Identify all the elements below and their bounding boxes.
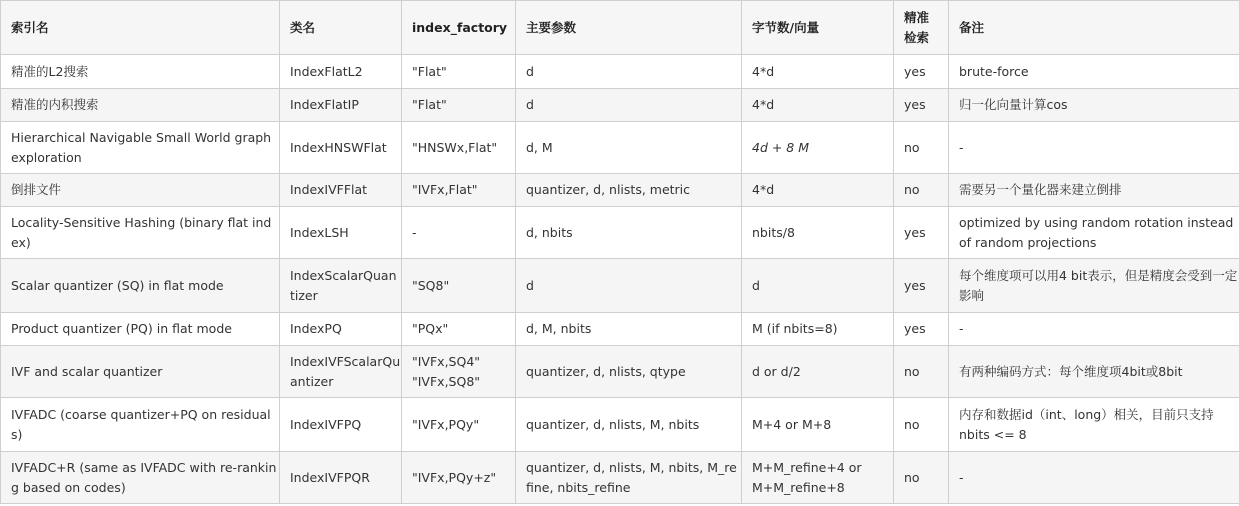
cell-index-name: IVFADC+R (same as IVFADC with re-ranking based on codes)	[1, 452, 280, 504]
cell-class-name: IndexIVFPQ	[280, 398, 402, 452]
header-notes: 备注	[949, 1, 1239, 55]
cell-bytes-per-vector: 4d + 8 M	[742, 122, 894, 174]
cell-notes: -	[949, 452, 1239, 504]
cell-exact-search: yes	[894, 313, 949, 346]
cell-exact-search: no	[894, 398, 949, 452]
cell-class-name: IndexFlatL2	[280, 55, 402, 89]
cell-class-name: IndexLSH	[280, 207, 402, 259]
cell-bytes-per-vector: 4*d	[742, 55, 894, 89]
cell-bytes-per-vector: 4*d	[742, 89, 894, 122]
table-row	[1, 398, 1239, 452]
cell-class-name: IndexIVFFlat	[280, 174, 402, 207]
cell-index-factory: "IVFx,Flat"	[402, 174, 516, 207]
cell-class-name: IndexFlatIP	[280, 89, 402, 122]
cell-index-factory: "SQ8"	[402, 259, 516, 313]
cell-index-factory: "Flat"	[402, 89, 516, 122]
cell-exact-search: yes	[894, 259, 949, 313]
cell-bytes-per-vector: M (if nbits=8)	[742, 313, 894, 346]
cell-index-name: IVFADC (coarse quantizer+PQ on residuals)	[1, 398, 280, 452]
cell-notes: 每个维度项可以用4 bit表示，但是精度会受到一定影响	[949, 259, 1239, 313]
cell-bytes-per-vector: M+4 or M+8	[742, 398, 894, 452]
header-bytes-per-vector: 字节数/向量	[742, 1, 894, 55]
cell-notes: 内存和数据id（int、long）相关，目前只支持 nbits <= 8	[949, 398, 1239, 452]
cell-bytes-per-vector: nbits/8	[742, 207, 894, 259]
cell-notes: brute-force	[949, 55, 1239, 89]
cell-exact-search: yes	[894, 207, 949, 259]
cell-exact-search: yes	[894, 89, 949, 122]
cell-notes: -	[949, 122, 1239, 174]
cell-main-params: d, M	[516, 122, 742, 174]
table-row	[1, 313, 1239, 346]
cell-notes: 需要另一个量化器来建立倒排	[949, 174, 1239, 207]
cell-main-params: quantizer, d, nlists, qtype	[516, 346, 742, 398]
cell-main-params: d, nbits	[516, 207, 742, 259]
cell-index-name: Scalar quantizer (SQ) in flat mode	[1, 259, 280, 313]
table-row	[1, 207, 1239, 259]
cell-class-name: IndexIVFScalarQuantizer	[280, 346, 402, 398]
table-row	[1, 122, 1239, 174]
cell-main-params: d, M, nbits	[516, 313, 742, 346]
header-exact-search: 精准检索	[894, 1, 949, 55]
cell-bytes-per-vector: 4*d	[742, 174, 894, 207]
table-row	[1, 89, 1239, 122]
cell-class-name: IndexScalarQuantizer	[280, 259, 402, 313]
cell-class-name: IndexPQ	[280, 313, 402, 346]
table-header-row	[1, 1, 1239, 55]
cell-exact-search: no	[894, 174, 949, 207]
cell-main-params: d	[516, 259, 742, 313]
cell-index-name: IVF and scalar quantizer	[1, 346, 280, 398]
cell-index-name: 精准的L2搜索	[1, 55, 280, 89]
cell-index-name: Locality-Sensitive Hashing (binary flat index)	[1, 207, 280, 259]
cell-bytes-per-vector: M+M_refine+4 or M+M_refine+8	[742, 452, 894, 504]
cell-notes: 归一化向量计算cos	[949, 89, 1239, 122]
cell-bytes-per-vector: d	[742, 259, 894, 313]
cell-index-name: Hierarchical Navigable Small World graph exploration	[1, 122, 280, 174]
cell-index-factory: "PQx"	[402, 313, 516, 346]
cell-index-factory: -	[402, 207, 516, 259]
cell-index-factory: "IVFx,PQy"	[402, 398, 516, 452]
cell-notes: 有两种编码方式：每个维度项4bit或8bit	[949, 346, 1239, 398]
table-row	[1, 55, 1239, 89]
header-index-factory: index_factory	[402, 1, 516, 55]
cell-notes: -	[949, 313, 1239, 346]
cell-index-name: 倒排文件	[1, 174, 280, 207]
cell-main-params: quantizer, d, nlists, metric	[516, 174, 742, 207]
cell-main-params: d	[516, 89, 742, 122]
table-row	[1, 259, 1239, 313]
cell-class-name: IndexHNSWFlat	[280, 122, 402, 174]
table-row	[1, 174, 1239, 207]
cell-index-factory: "IVFx,PQy+z"	[402, 452, 516, 504]
table-row	[1, 452, 1239, 504]
cell-notes: optimized by using random rotation instead of random projections	[949, 207, 1239, 259]
header-main-params: 主要参数	[516, 1, 742, 55]
cell-main-params: quantizer, d, nlists, M, nbits	[516, 398, 742, 452]
cell-exact-search: yes	[894, 55, 949, 89]
cell-index-factory: "IVFx,SQ4" "IVFx,SQ8"	[402, 346, 516, 398]
cell-exact-search: no	[894, 452, 949, 504]
cell-index-name: 精准的内积搜索	[1, 89, 280, 122]
cell-main-params: d	[516, 55, 742, 89]
cell-index-name: Product quantizer (PQ) in flat mode	[1, 313, 280, 346]
cell-index-factory: "HNSWx,Flat"	[402, 122, 516, 174]
header-index-name: 索引名	[1, 1, 280, 55]
cell-index-factory: "Flat"	[402, 55, 516, 89]
cell-main-params: quantizer, d, nlists, M, nbits, M_refine, nbits_refine	[516, 452, 742, 504]
header-class-name: 类名	[280, 1, 402, 55]
cell-exact-search: no	[894, 122, 949, 174]
cell-class-name: IndexIVFPQR	[280, 452, 402, 504]
cell-bytes-per-vector: d or d/2	[742, 346, 894, 398]
cell-exact-search: no	[894, 346, 949, 398]
table-row	[1, 346, 1239, 398]
